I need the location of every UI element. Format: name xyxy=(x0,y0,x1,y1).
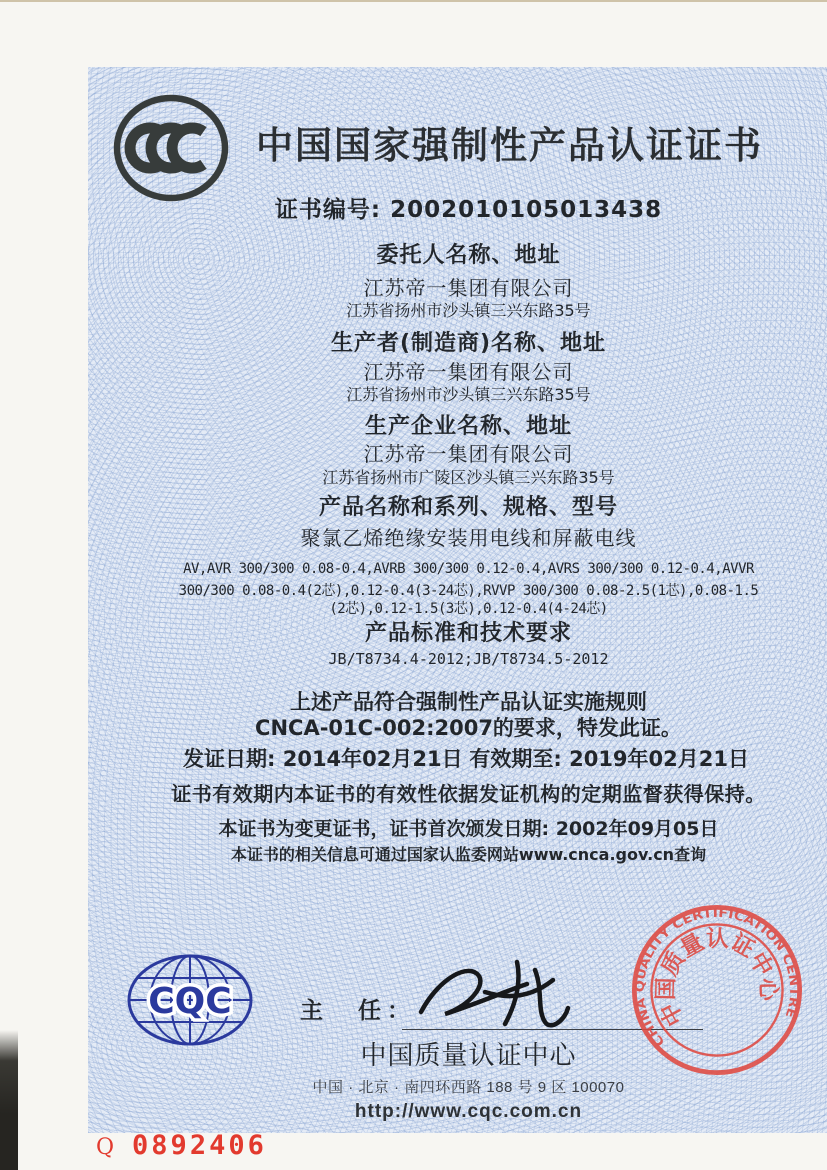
issue-date-value: 2014年02月21日 xyxy=(282,747,463,771)
manufacturer-address: 江苏省扬州市沙头镇三兴东路35号 xyxy=(346,385,591,404)
compliance-line1: 上述产品符合强制性产品认证实施规则 xyxy=(290,690,647,714)
applicant-address: 江苏省扬州市沙头镇三兴东路35号 xyxy=(346,301,591,320)
product-name: 聚氯乙烯绝缘安装用电线和屏蔽电线 xyxy=(300,526,637,550)
standard-value: JB/T8734.4-2012;JB/T8734.5-2012 xyxy=(328,650,609,668)
applicant-heading: 委托人名称、地址 xyxy=(376,243,561,268)
serial-digits: 0892406 xyxy=(132,1130,267,1161)
certificate-paper xyxy=(88,67,827,1133)
product-heading: 产品名称和系列、规格、型号 xyxy=(318,495,618,520)
certificate-number-line xyxy=(116,191,821,224)
director-label: 主 任： xyxy=(300,998,416,1024)
factory-heading: 生产企业名称、地址 xyxy=(364,414,572,439)
factory-name: 江苏帝一集团有限公司 xyxy=(363,442,574,466)
cqc-logo-text: CQC xyxy=(148,981,232,1022)
cqc-globe-icon xyxy=(125,952,255,1048)
change-note: 本证书为变更证书，证书首次颁发日期: 2002年09月05日 xyxy=(218,818,719,840)
product-models-line3: (2芯),0.12-1.5(3芯),0.12-0.4(4-24芯) xyxy=(329,601,608,617)
organization-address: 中国 · 北京 · 南四环西路 188 号 9 区 100070 xyxy=(312,1079,625,1096)
query-note: 本证书的相关信息可通过国家认监委网站www.cnca.gov.cn查询 xyxy=(230,845,707,864)
applicant-name: 江苏帝一集团有限公司 xyxy=(363,276,574,300)
dates-row xyxy=(183,743,749,773)
stamp-english-text: CHINA QUALITY CERTIFICATION CENTRE xyxy=(632,905,802,1050)
expiry-date-label: 有效期至: xyxy=(469,747,562,771)
stamp-chinese-text: 中国质量认证中心 xyxy=(653,926,781,1031)
expiry-date xyxy=(469,743,749,773)
scan-top-edge xyxy=(0,0,827,2)
cqc-stamp xyxy=(622,895,812,1085)
scan-shadow-strip xyxy=(0,1030,18,1170)
issue-date xyxy=(183,743,463,773)
manufacturer-heading: 生产者(制造商)名称、地址 xyxy=(330,331,607,356)
factory-address: 江苏省扬州市广陵区沙头镇三兴东路35号 xyxy=(322,468,615,487)
standard-heading: 产品标准和技术要求 xyxy=(364,621,572,646)
compliance-line2: CNCA-01C-002:2007的要求，特发此证。 xyxy=(255,716,682,740)
director-signature xyxy=(413,952,588,1037)
organization-website: http://www.cqc.com.cn xyxy=(354,1101,583,1122)
expiry-date-value: 2019年02月21日 xyxy=(569,747,749,771)
product-models-line2: 300/300 0.08-0.4(2芯),0.12-0.4(3-24芯),RVVP 300/300 0.08-2.5(1芯),0.08-1.5 xyxy=(178,583,759,599)
product-models-line1: AV,AVR 300/300 0.08-0.4,AVRB 300/300 0.12-0.4,AVRS 300/300 0.12-0.4,AVVR xyxy=(183,561,754,577)
organization-name: 中国质量认证中心 xyxy=(360,1041,577,1071)
issue-date-label: 发证日期: xyxy=(183,747,276,771)
validity-note: 证书有效期内本证书的有效性依据发证机构的定期监督获得保持。 xyxy=(171,782,766,806)
serial-number xyxy=(96,1130,267,1161)
certificate-number-value: 2002010105013438 xyxy=(390,197,663,223)
certificate-number-label: 证书编号: xyxy=(274,197,382,223)
certificate-title: 中国国家强制性产品认证证书 xyxy=(256,124,763,167)
manufacturer-name: 江苏帝一集团有限公司 xyxy=(363,360,574,384)
serial-prefix: Q xyxy=(96,1135,115,1160)
